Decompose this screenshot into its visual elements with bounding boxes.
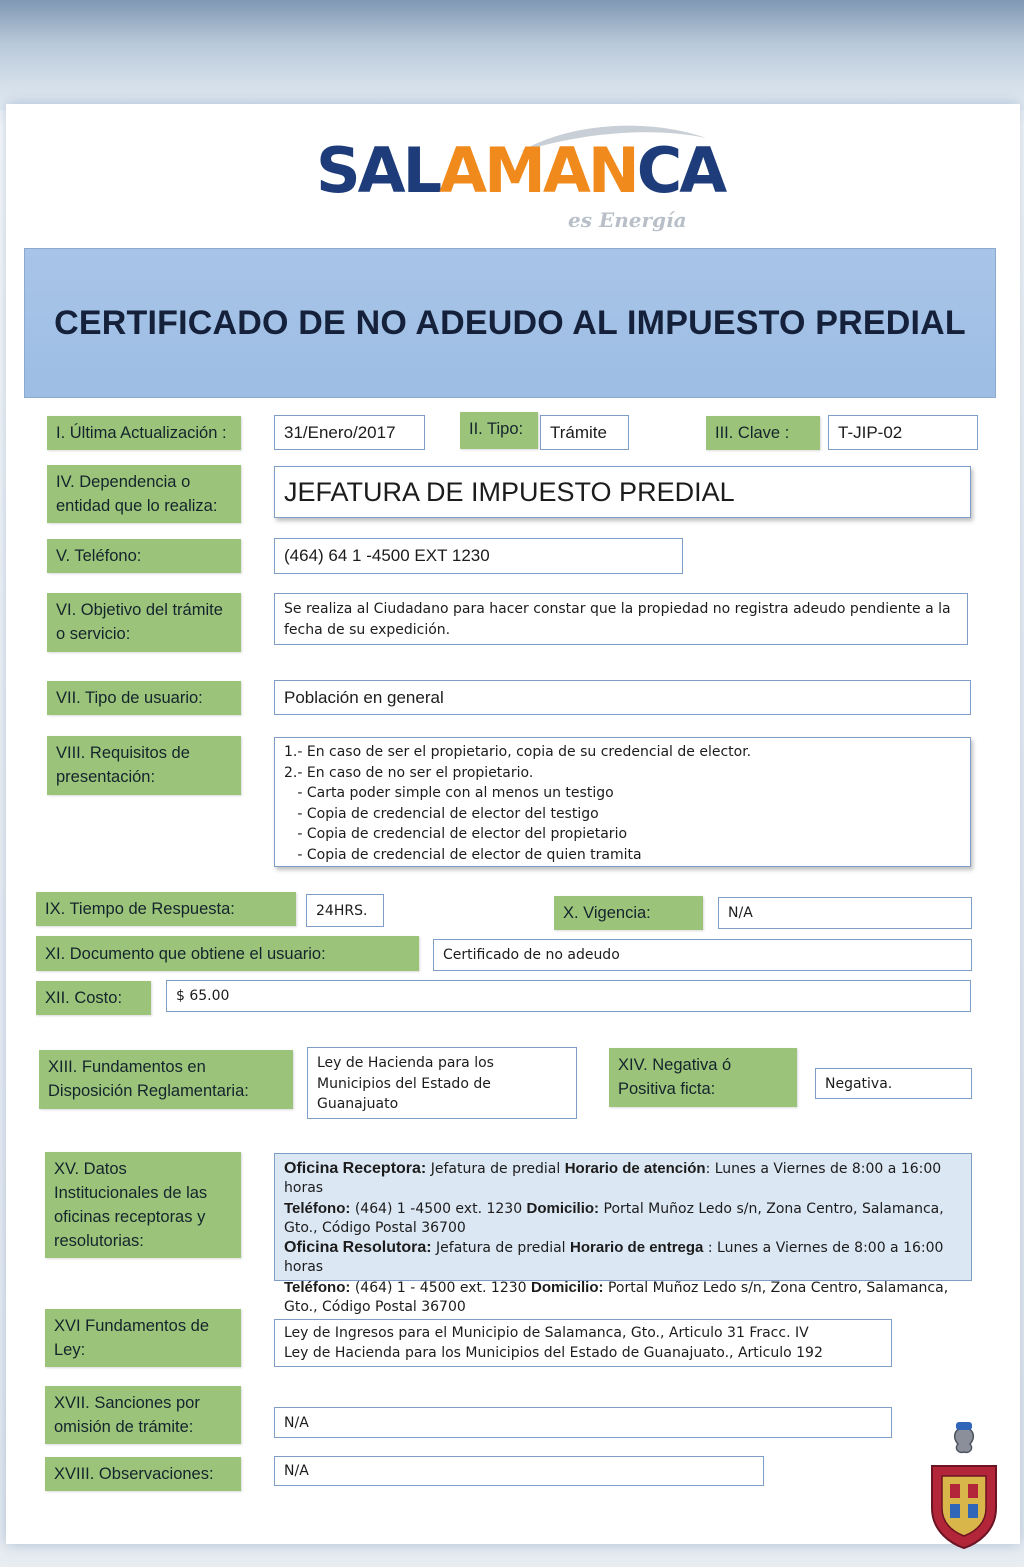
label-clave: III. Clave : [706,416,820,450]
value-tipo: Trámite [540,415,629,450]
label-tipo-usuario: VII. Tipo de usuario: [47,681,241,715]
value-requisitos [274,737,971,867]
label-objetivo: VI. Objetivo del trámite o servicio: [47,593,241,652]
fundamento-ley-line: Ley de Hacienda para los Municipios del Estado de Guanajuato., Articulo 192 [284,1344,823,1361]
datos-institucionales-text: Oficina Receptora: Jefatura de predial Horario de atención: Lunes a Viernes de 8:00 a 16:00 horas Teléfono: (464) 1 -4500 ext. 1230 Domicilio: Portal Muñoz Ledo s/n, Zona Centro, Salamanca, Gto., Código Postal 36700 Oficina Resolutora: Jefatura de predial Horario de entrega : Lunes a Viernes de 8:00 a 16:00 horas Teléfono: (464) 1 - 4500 ext. 1230 Domicilio: Portal Muñoz Ledo s/n, Zona Centro, Salamanca, Gto., Código Postal 36700 [284,1160,949,1316]
label-vigencia: X. Vigencia: [554,896,703,930]
municipal-crest-icon [924,1420,1004,1550]
label-telefono: V. Teléfono: [47,539,241,573]
label-negativa: XIV. Negativa ó Positiva ficta: [609,1048,797,1107]
label-fundamentos-reglamentaria: XIII. Fundamentos en Disposición Reglamentaria: [39,1050,293,1109]
value-datos-institucionales [274,1153,972,1316]
logo-tagline: es Energía [568,208,687,232]
fundamento-ley-line: Ley de Ingresos para el Municipio de Salamanca, Gto., Articulo 31 Fracc. IV [284,1325,809,1341]
label-ultima-actualizacion: I. Última Actualización : [47,416,241,450]
value-objetivo: Se realiza al Ciudadano para hacer constar que la propiedad no registra adeudo pendiente a la fecha de su expedición. [274,593,968,645]
requisito-line: 2.- En caso de no ser el propietario. [284,764,534,781]
requisito-line: - Carta poder simple con al menos un testigo [284,785,614,801]
value-telefono: (464) 64 1 -4500 EXT 1230 [274,538,683,574]
background-top-glow [0,0,1024,110]
label-datos-institucionales: XV. Datos Institucionales de las oficinas receptoras y resolutorias: [45,1152,241,1258]
requisito-line: 1.- En caso de ser el propietario, copia de su credencial de elector. [284,744,752,760]
value-tipo-usuario: Población en general [274,680,971,715]
salamanca-logo [310,118,725,243]
value-costo: $ 65.00 [166,980,971,1012]
value-fundamentos-ley [274,1319,892,1367]
value-documento: Certificado de no adeudo [433,939,972,971]
value-observaciones: N/A [274,1456,764,1486]
value-sanciones: N/A [274,1407,892,1438]
label-observaciones: XVIII. Observaciones: [45,1457,241,1491]
oficina-resolutora-title: Oficina Resolutora: [284,1239,432,1257]
value-tiempo-respuesta: 24HRS. [306,894,384,927]
value-fundamentos-reglamentaria: Ley de Hacienda para los Municipios del Estado de Guanajuato [307,1047,577,1119]
value-vigencia: N/A [718,897,972,929]
requisito-line: - Copia de credencial de elector de quien tramita [284,846,642,863]
requisito-line: - Copia de credencial de elector del propietario [284,826,628,842]
label-sanciones: XVII. Sanciones por omisión de trámite: [45,1386,241,1444]
title-banner [24,248,996,398]
requisito-line: - Copia de credencial de elector del testigo [284,805,599,822]
value-negativa: Negativa. [815,1068,972,1099]
label-documento: XI. Documento que obtiene el usuario: [36,936,419,971]
oficina-receptora-title: Oficina Receptora: [284,1160,427,1177]
label-tiempo-respuesta: IX. Tiempo de Respuesta: [36,892,296,926]
logo-wordmark: SALAMANCA [316,134,725,207]
label-fundamentos-ley: XVI Fundamentos de Ley: [45,1309,241,1367]
page-title: CERTIFICADO DE NO ADEUDO AL IMPUESTO PREDIAL [54,303,966,342]
value-dependencia: JEFATURA DE IMPUESTO PREDIAL [274,466,971,518]
label-tipo: II. Tipo: [460,412,538,449]
value-clave: T-JIP-02 [828,415,978,450]
label-dependencia: IV. Dependencia o entidad que lo realiza: [47,465,241,523]
value-ultima-actualizacion: 31/Enero/2017 [274,415,425,450]
label-costo: XII. Costo: [36,981,151,1015]
label-requisitos: VIII. Requisitos de presentación: [47,736,241,795]
